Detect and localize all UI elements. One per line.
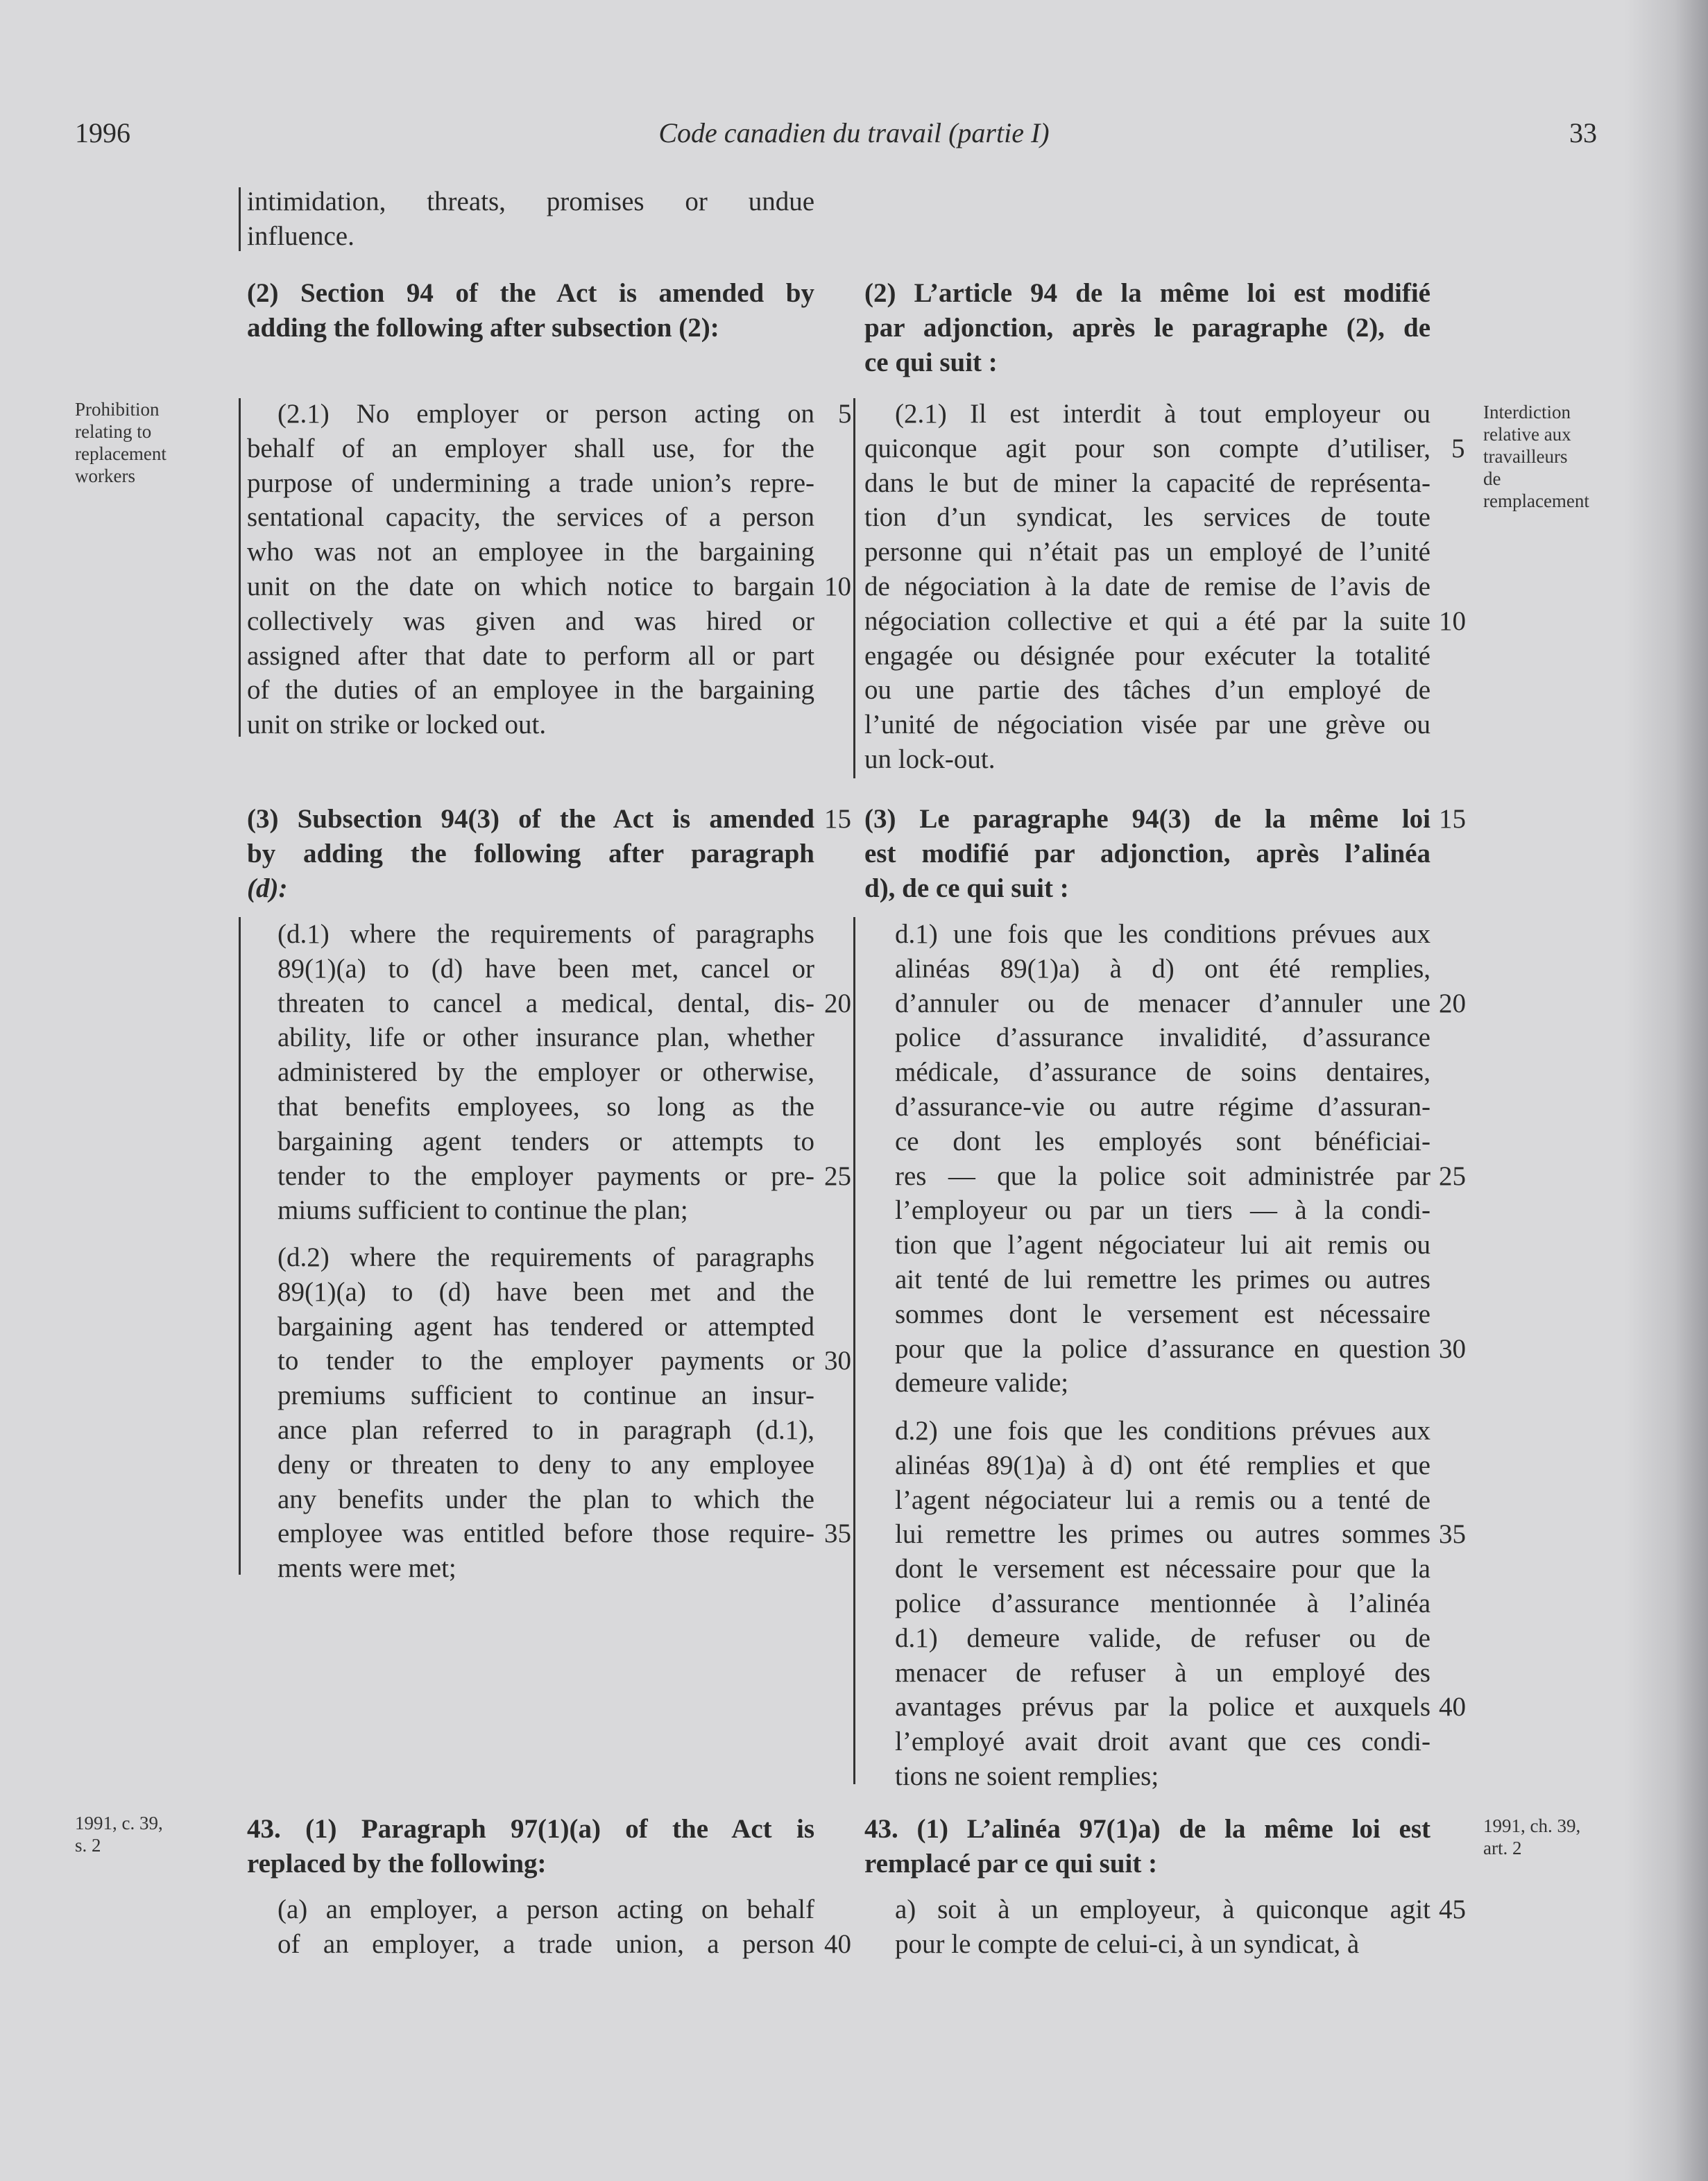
en-section-43-heading: 43. (1) Paragraph 97(1)(a) of the Act is replaced by the following: [247, 1814, 814, 1879]
margin-note-citation-fr: 1991, ch. 39, art. 2 [1483, 1815, 1581, 1858]
line-number: 20 [824, 989, 851, 1018]
line-number: 20 [1439, 989, 1466, 1018]
line-number: 25 [824, 1161, 851, 1191]
margin-note-prohibition: Prohibition relating to replacement workers [75, 399, 166, 486]
line-number: 30 [824, 1346, 851, 1376]
line-number: 35 [1439, 1519, 1466, 1549]
line-number: 5 [1451, 434, 1465, 463]
en-paragraph-d2: (d.2) where the requirements of paragraphs 89(1)(a) to (d) have been met and the bargaining agent has tendered or attempted to tender to the employer payments or premiums sufficient to continue an insur- ance plan referred to in paragraph (d.1), deny or threaten to deny to any employee any benefits under the plan to which the employee was entitled before those require- ments were met; [277, 1242, 814, 1584]
fr-paragraph-d1: d.1) une fois que les conditions prévues aux alinéas 89(1)a) à d) ont été remplies, d’annuler ou de menacer d’annuler une police d’assurance invalidité, d’assurance médicale, d’assurance de soins dentaires, d’assurance-vie ou autre régime d’assuran- ce dont les employés sont bénéficiai- res — que la police soit administrée par l’employeur ou par un tiers — à la condi- tion que l’agent négociateur lui ait remis ou ait tenté de lui remettre les primes ou autres sommes dont le versement est nécessaire pour que la police d’assurance en question demeure valide; [895, 919, 1431, 1399]
page-edge-shadow [1625, 0, 1708, 2181]
amendment-bar [853, 917, 855, 1784]
fr-paragraph-d2: d.2) une fois que les conditions prévues aux alinéas 89(1)a) à d) ont été remplies et que l’agent négociateur lui a remis ou a tenté de lui remettre les primes ou autres sommes dont le versement est nécessaire pour que la police d’assurance mentionnée à l’alinéa d.1) demeure valide, de refuser ou de menacer de refuser à un employé des avantages prévus par la police et auxquels l’employé avait droit avant que ces condi- tions ne soient remplies; [895, 1416, 1431, 1791]
line-number: 40 [1439, 1692, 1466, 1722]
en-subsection-2-heading: (2) Section 94 of the Act is amended by adding the following after subsection (2): [247, 278, 814, 343]
en-subsection-2-1: (2.1) No employer or person acting on behalf of an employer shall use, for the purpose of undermining a trade union’s repre- sentational capacity, the services of a person who was not an employee in the bargaining unit on the date on which notice to bargain collectively was given and was hired or assigned after that date to perform all or part of the duties of an employee in the bargaining unit on strike or locked out. [247, 399, 814, 740]
fr-subsection-2-1: (2.1) Il est interdit à tout employeur ou quiconque agit pour son compte d’utiliser, dans le but de miner la capacité de représenta- tion d’un syndicat, les services de toute personne qui n’était pas un employé de l’unité de négociation à la date de remise de l’avis de négociation collective et qui a été par la suite engagée ou désignée pour exécuter la totalité ou une partie des tâches d’un employé de l’unité de négociation visée par une grève ou un lock-out. [864, 399, 1431, 774]
page-number: 33 [1569, 117, 1597, 148]
header-title: Code canadien du travail (partie I) [658, 117, 1050, 148]
fr-paragraph-a: a) soit à un employeur, à quiconque agit pour le compte de celui-ci, à un syndicat, à [895, 1895, 1431, 1959]
header-year: 1996 [75, 117, 130, 148]
amendment-bar [853, 398, 855, 778]
line-number: 35 [824, 1519, 851, 1548]
margin-note-interdiction: Interdiction relative aux travailleurs de remplacement [1483, 402, 1589, 511]
line-number: 30 [1439, 1334, 1466, 1364]
line-number: 45 [1439, 1895, 1466, 1924]
amendment-bar [239, 398, 241, 737]
en-paragraph-d1: (d.1) where the requirements of paragraphs 89(1)(a) to (d) have been met, cancel or threaten to cancel a medical, dental, dis- ability, life or other insurance plan, whether administered by the employer or otherwise, that benefits employees, so long as the bargaining agent tenders or attempts to tender to the employer payments or pre- miums sufficient to continue the plan; [277, 919, 814, 1226]
fr-section-43-heading: 43. (1) L’alinéa 97(1)a) de la même loi est remplacé par ce qui suit : [864, 1814, 1431, 1879]
amendment-bar [239, 917, 241, 1575]
line-number: 10 [824, 572, 851, 601]
amendment-bar [239, 187, 241, 251]
fr-subsection-2-heading: (2) L’article 94 de la même loi est modifié par adjonction, après le paragraphe (2), de ce qui suit : [864, 278, 1431, 377]
line-number: 10 [1439, 606, 1466, 636]
margin-note-citation-en: 1991, c. 39, s. 2 [75, 1813, 163, 1856]
line-number: 15 [1439, 804, 1466, 834]
line-number: 40 [824, 1929, 851, 1959]
fr-subsection-3-heading: (3) Le paragraphe 94(3) de la même loi est modifié par adjonction, après l’alinéa d), de ce qui suit : [864, 804, 1431, 903]
en-intro: intimidation, threats, promises or undue influence. [247, 187, 814, 251]
en-subsection-3-heading: (3) Subsection 94(3) of the Act is amended by adding the following after paragraph (d): [247, 804, 814, 903]
line-number: 5 [838, 399, 852, 429]
line-number: 25 [1439, 1161, 1466, 1191]
line-number: 15 [824, 804, 851, 834]
en-paragraph-a: (a) an employer, a person acting on behalf of an employer, a trade union, a person [277, 1895, 814, 1959]
